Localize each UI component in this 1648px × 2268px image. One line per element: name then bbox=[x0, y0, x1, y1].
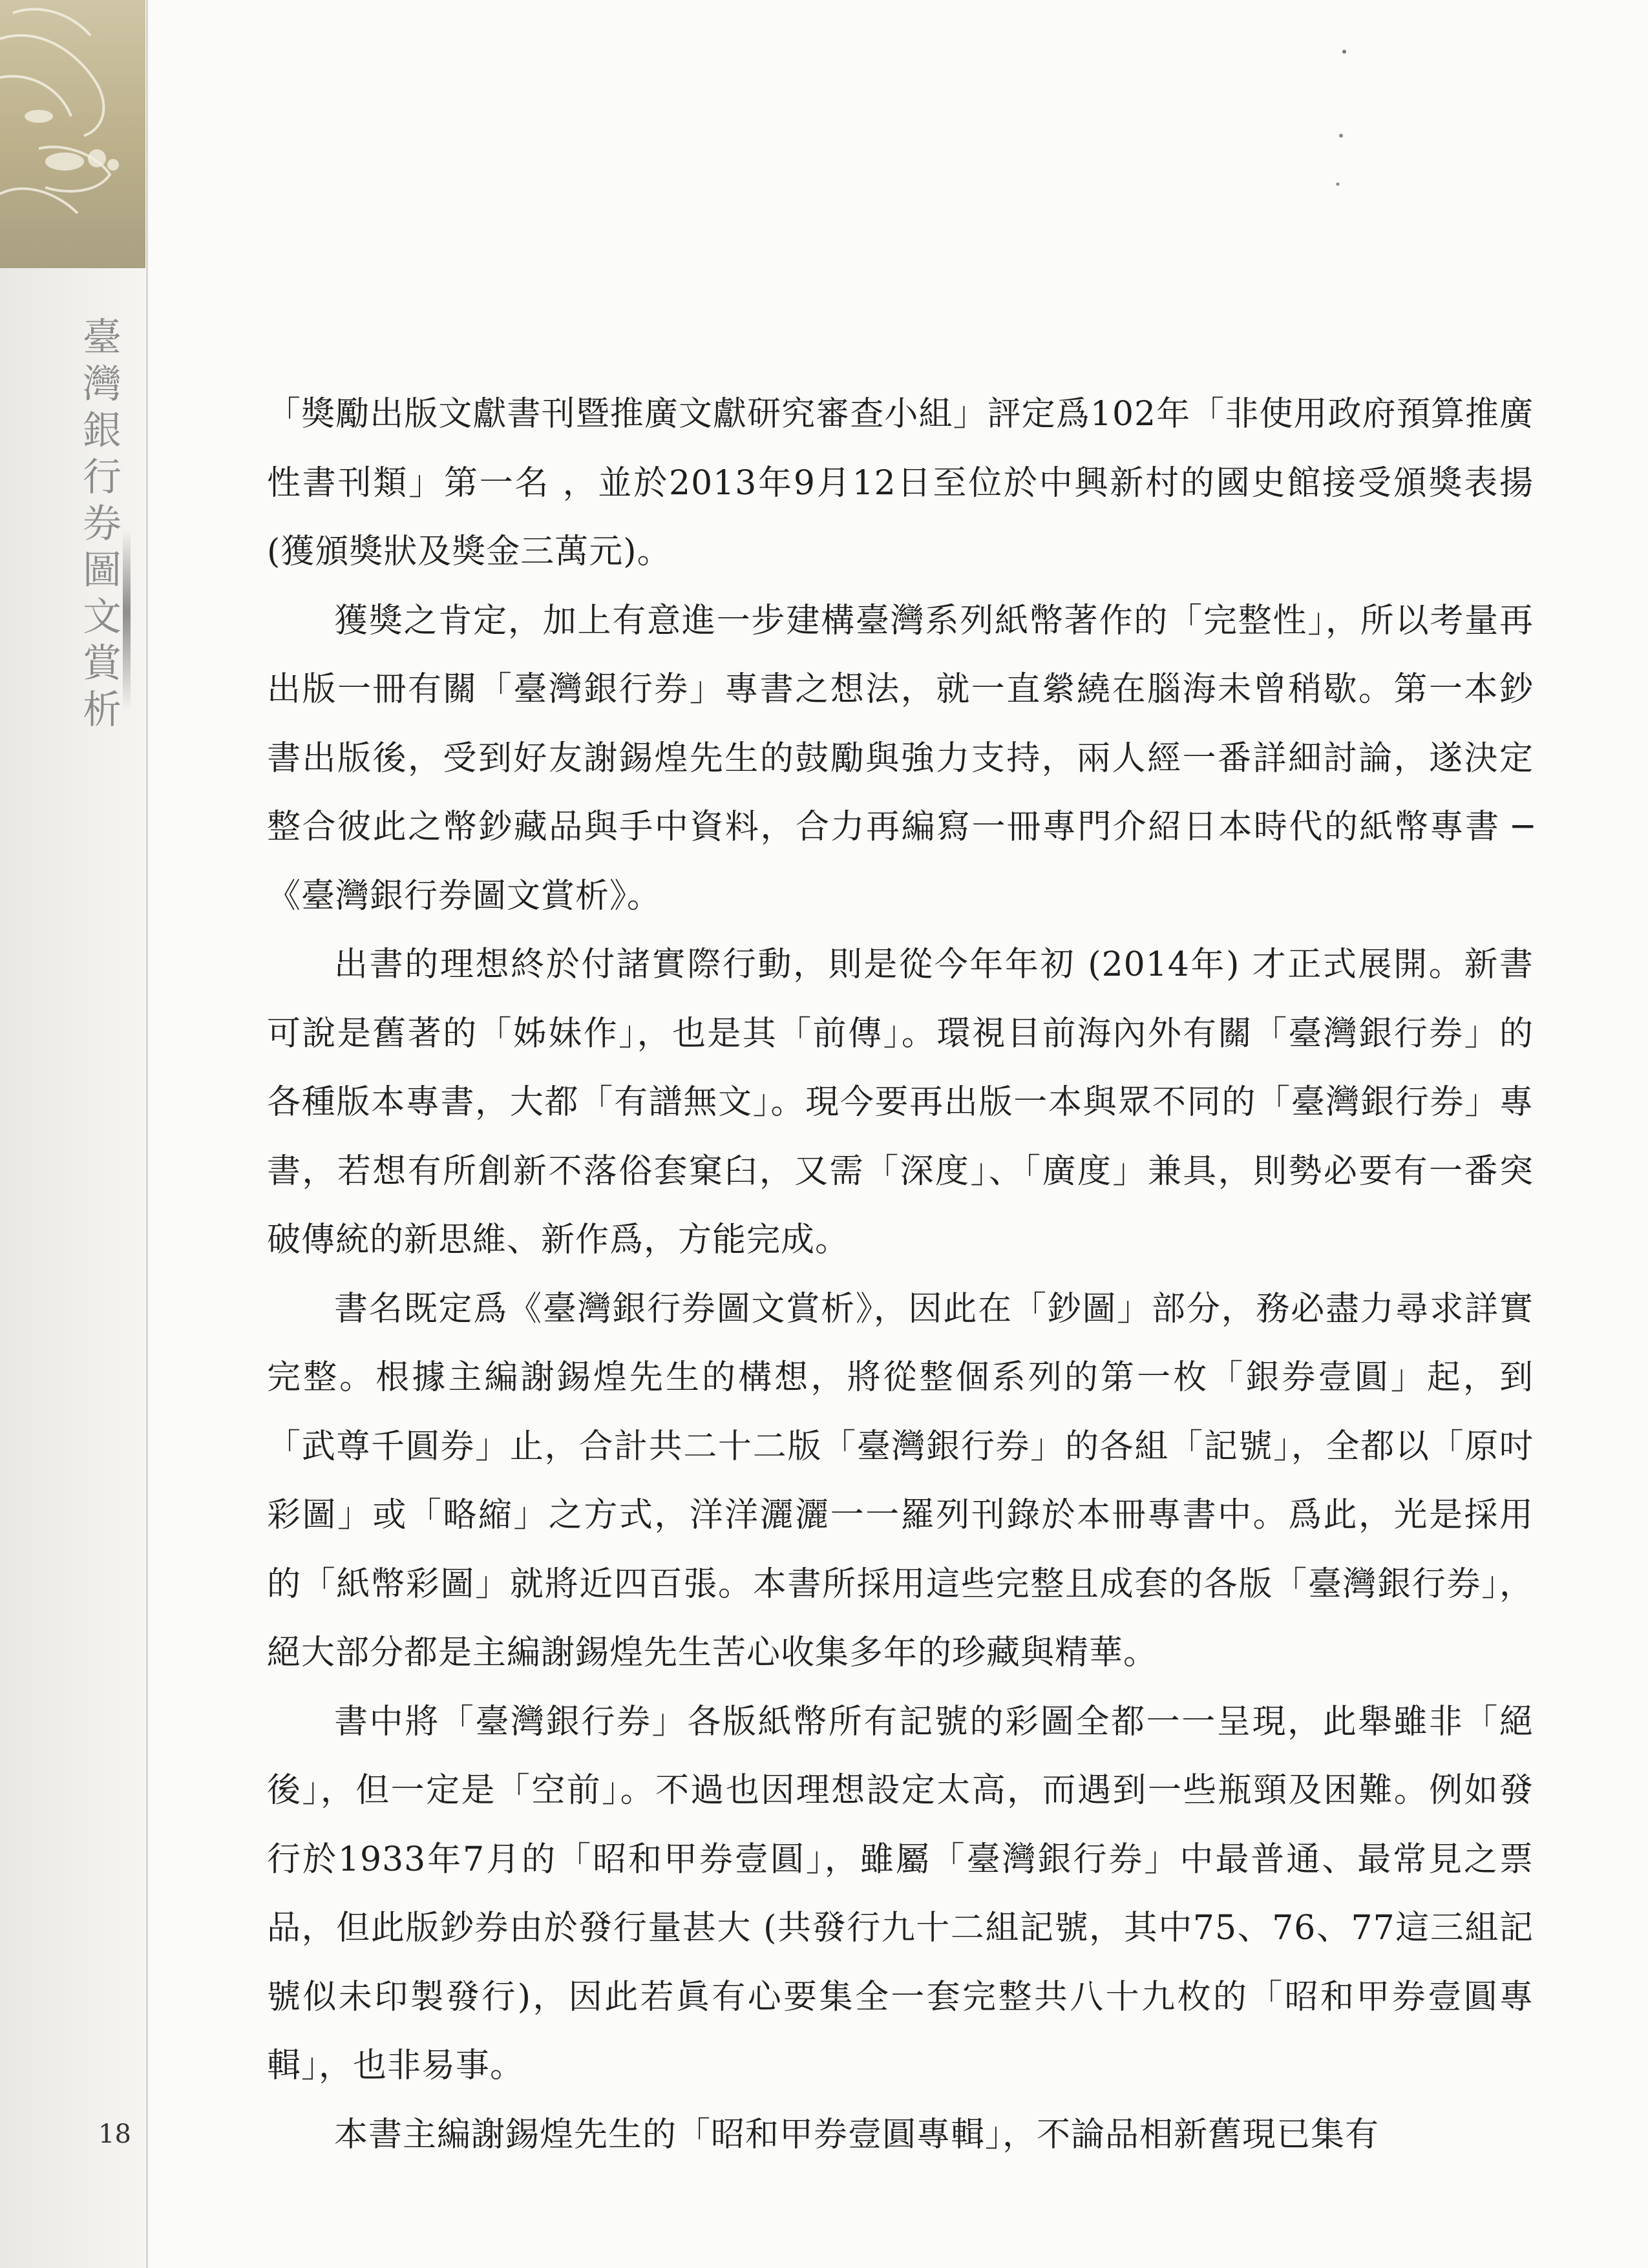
spine-line bbox=[146, 0, 148, 2268]
body-text bbox=[267, 380, 1534, 2169]
paragraph-2: 獲獎之肯定，加上有意進一步建構臺灣系列紙幣著作的「完整性」，所以考量再出版一冊有關「臺灣銀行券」專書之想法，就一直縈繞在腦海未曾稍歇。第一本鈔書出版後，受到好友謝錫煌先生的鼓勵與強力支持，兩人經一番詳細討論，遂決定整合彼此之幣鈔藏品與手中資料，合力再編寫一冊專門介紹日本時代的紙幣專書 ─ 《臺灣銀行券圖文賞析》。 bbox=[267, 601, 1534, 916]
scan-speck-icon bbox=[1318, 39, 1383, 207]
floral-ornament-icon bbox=[0, 0, 145, 268]
page-number: 18 bbox=[98, 2119, 131, 2149]
paragraph-4: 書名既定爲《臺灣銀行券圖文賞析》，因此在「鈔圖」部分，務必盡力尋求詳實完整。根據主編謝錫煌先生的構想，將從整個系列的第一枚「銀券壹圓」起，到「武尊千圓券」止，合計共二十二版「臺灣銀行券」的各組「記號」，全都以「原吋彩圖」或「略縮」之方式，洋洋灑灑一一羅列刊錄於本冊專書中。爲此，光是採用的「紙幣彩圖」就將近四百張。本書所採用這些完整且成套的各版「臺灣銀行券」，絕大部分都是主編謝錫煌先生苦心收集多年的珍藏與精華。 bbox=[267, 1289, 1534, 1672]
paragraph-3: 出書的理想終於付諸實際行動，則是從今年年初 (2014年) 才正式展開。新書可說是舊著的「姊妹作」，也是其「前傳」。環視目前海內外有關「臺灣銀行券」的各種版本專書，大都「有譜無文」。現今要再出版一本與眾不同的「臺灣銀行券」專書，若想有所創新不落俗套窠臼，又需「深度」、「廣度」兼具，則勢必要有一番突破傳統的新思維、新作爲，方能完成。 bbox=[267, 945, 1534, 1259]
paragraph-1: 「獎勵出版文獻書刊暨推廣文獻研究審查小組」評定爲102年「非使用政府預算推廣性書刊類」第一名 ，並於2013年9月12日至位於中興新村的國史館接受頒獎表揚(獲頒獎狀及獎金三萬元)。 bbox=[267, 395, 1534, 571]
paragraph-6: 本書主編謝錫煌先生的「昭和甲券壹圓專輯」，不論品相新舊現已集有 bbox=[334, 2115, 1380, 2154]
running-title: 臺灣銀行券圖文賞析 bbox=[76, 317, 121, 735]
paragraph-5: 書中將「臺灣銀行券」各版紙幣所有記號的彩圖全都一一呈現，此舉雖非「絕後」，但一定是「空前」。不過也因理想設定太高，而遇到一些瓶頸及困難。例如發行於1933年7月的「昭和甲券壹圓」，雖屬「臺灣銀行券」中最普通、最常見之票品，但此版鈔券由於發行量甚大 (共發行九十二組記號，其中75、76、77這三組記號似未印製發行)，因此若眞有心要集全一套完整共八十九枚的「昭和甲券壹圓專輯」，也非易事。 bbox=[267, 1702, 1534, 2085]
corner-ornament bbox=[0, 0, 145, 268]
running-title-bar bbox=[123, 530, 131, 711]
